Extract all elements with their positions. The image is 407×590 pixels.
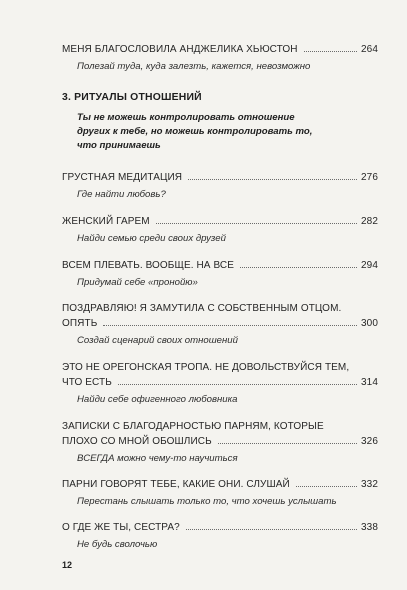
toc-entry-title — [62, 214, 378, 229]
dot-leader — [118, 383, 357, 385]
toc-entry — [62, 477, 378, 508]
dot-leader — [240, 266, 357, 268]
section-epigraph — [77, 111, 357, 153]
toc-entry — [62, 419, 378, 465]
toc-entry-title — [62, 42, 378, 57]
toc-entry — [62, 170, 378, 201]
toc-page-number: 264 — [361, 44, 378, 55]
toc-entry-subtitle: Перестань слышать только то, что хочешь услышать — [77, 496, 337, 507]
toc-entry-title — [62, 301, 378, 331]
toc-entry-line — [62, 258, 378, 273]
dot-leader — [296, 485, 357, 487]
toc-entry-line — [62, 170, 378, 185]
dot-leader — [188, 178, 357, 180]
toc-entry-title-text: ГРУСТНАЯ МЕДИТАЦИЯ — [62, 172, 183, 183]
toc-entry — [62, 214, 378, 245]
toc-entry-title — [62, 360, 378, 390]
dot-leader — [186, 528, 357, 530]
toc-entry-title-text: ОПЯТЬ — [62, 318, 98, 329]
dot-leader — [103, 324, 357, 326]
toc-entry — [62, 520, 378, 551]
toc-entry-title — [62, 477, 378, 492]
toc-page-number: 282 — [361, 216, 378, 227]
toc-page-number: 338 — [361, 522, 378, 533]
toc-entry-line — [62, 477, 378, 492]
toc-entry-line — [62, 434, 378, 449]
toc-entry-title — [62, 258, 378, 273]
dot-leader — [218, 442, 357, 444]
toc-page-number: 332 — [361, 479, 378, 490]
toc-entry — [62, 258, 378, 289]
toc-page-number: 300 — [361, 318, 378, 329]
dot-leader — [156, 222, 357, 224]
toc-entry — [62, 360, 378, 406]
toc-entry-subtitle: Придумай себе «пронойю» — [77, 277, 198, 288]
toc-entry-title-text: МЕНЯ БЛАГОСЛОВИЛА АНДЖЕЛИКА ХЬЮСТОН — [62, 44, 298, 55]
page-number-folio: 12 — [62, 560, 73, 570]
toc-entry-subtitle: ВСЕГДА можно чему-то научиться — [77, 453, 238, 464]
toc-entry-title-text: ЭТО НЕ ОРЕГОНСКАЯ ТРОПА. НЕ ДОВОЛЬСТВУЙСЯ ТЕМ, — [62, 362, 350, 373]
toc-entry-title-text: ЖЕНСКИЙ ГАРЕМ — [62, 216, 150, 227]
toc-entry-subtitle: Создай сценарий своих отношений — [77, 335, 238, 346]
dot-leader — [304, 50, 357, 52]
toc-entry — [62, 301, 378, 347]
toc-entry-title — [62, 170, 378, 185]
toc-entry-title — [62, 419, 378, 449]
toc-entry-title — [62, 520, 378, 535]
toc-entry-line — [62, 375, 378, 390]
toc-entry — [62, 42, 378, 73]
toc-entry-subtitle: Найди себе офигенного любовника — [77, 394, 238, 405]
toc-entry-line — [62, 316, 378, 331]
toc-page-number: 294 — [361, 260, 378, 271]
toc-entry-title-text: ЗАПИСКИ С БЛАГОДАРНОСТЬЮ ПАРНЯМ, КОТОРЫЕ — [62, 421, 324, 432]
toc-entry-subtitle: Полезай туда, куда залезть, кажется, невозможно — [77, 61, 311, 72]
epigraph-line: что принимаешь — [77, 140, 161, 151]
toc-page-number: 276 — [361, 172, 378, 183]
toc-page-number: 326 — [361, 436, 378, 447]
toc-entry-subtitle: Где найти любовь? — [77, 189, 166, 200]
epigraph-line: Ты не можешь контролировать отношение — [77, 112, 295, 123]
toc-entry-title-text: ЧТО ЕСТЬ — [62, 377, 112, 388]
section-heading: 3. РИТУАЛЫ ОТНОШЕНИЙ — [62, 92, 202, 103]
toc-page-number: 314 — [361, 377, 378, 388]
toc-entry-title-text: ПОЗДРАВЛЯЮ! Я ЗАМУТИЛА С СОБСТВЕННЫМ ОТЦОМ. — [62, 303, 342, 314]
toc-entry-title-text: ВСЕМ ПЛЕВАТЬ. ВООБЩЕ. НА ВСЕ — [62, 260, 234, 271]
toc-entry-line — [62, 42, 378, 57]
toc-entry-title-text: О ГДЕ ЖЕ ТЫ, СЕСТРА? — [62, 522, 180, 533]
toc-entry-line — [62, 520, 378, 535]
toc-entry-subtitle: Не будь сволочью — [77, 539, 158, 550]
epigraph-line: других к тебе, но можешь контролировать то, — [77, 126, 313, 137]
toc-entry-subtitle: Найди семью среди своих друзей — [77, 233, 226, 244]
toc-entry-line — [62, 214, 378, 229]
toc-entry-title-text: ПЛОХО СО МНОЙ ОБОШЛИСЬ — [62, 436, 212, 447]
toc-entry-title-text: ПАРНИ ГОВОРЯТ ТЕБЕ, КАКИЕ ОНИ. СЛУШАЙ — [62, 479, 290, 490]
